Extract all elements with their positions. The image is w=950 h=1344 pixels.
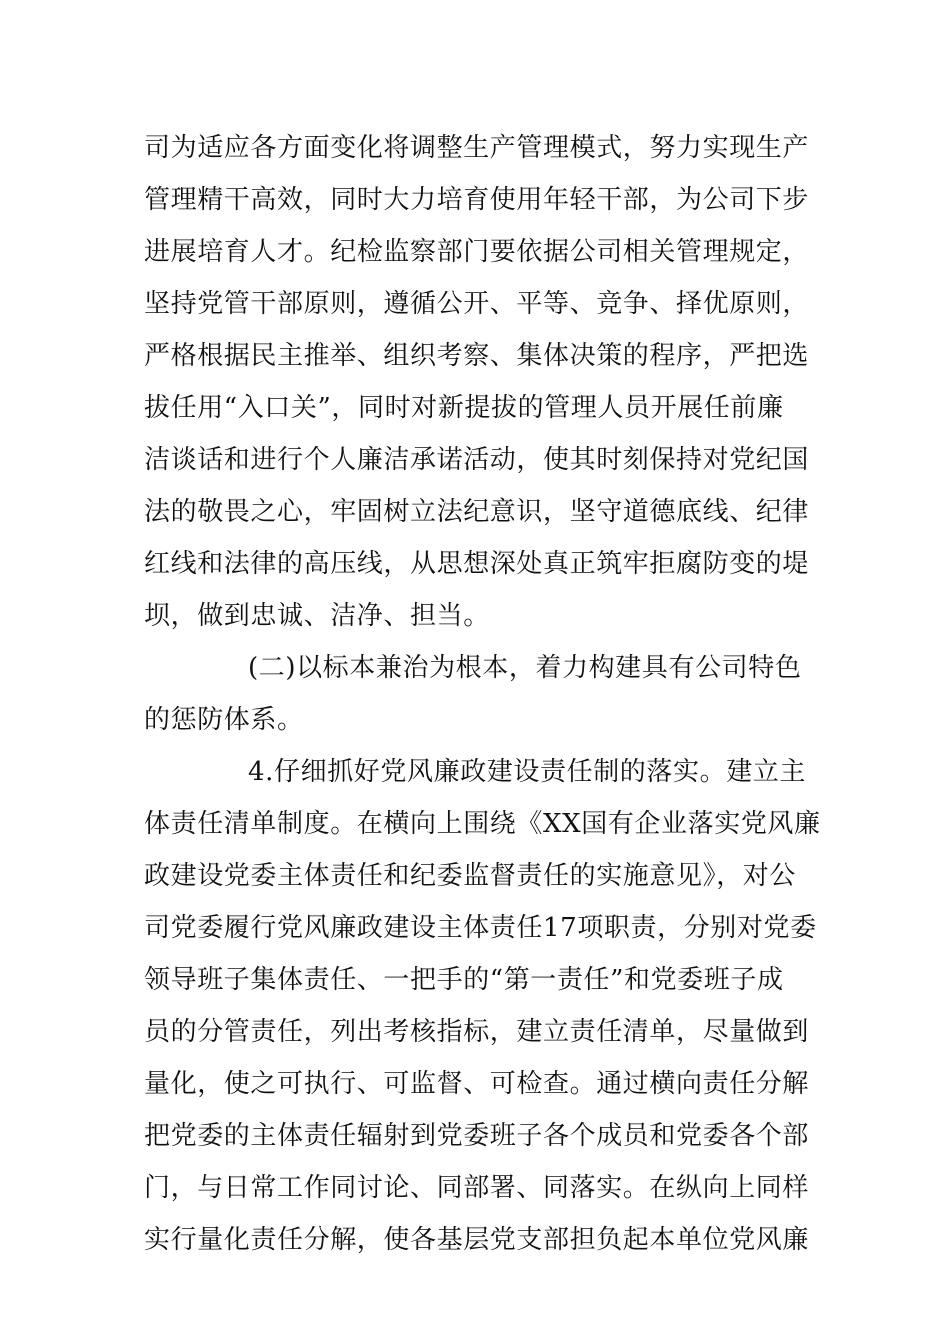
item-heading: 4.仔细抓好党风廉政建设责任制的落实。建立主 <box>248 757 807 787</box>
text-line: 量化，使之可执行、可监督、可检查。通过横向责任分解 <box>144 1069 810 1099</box>
text-line: 红线和法律的高压线，从思想深处真正筑牢拒腐防变的堤 <box>144 549 810 579</box>
text-line: 司为适应各方面变化将调整生产管理模式，努力实现生产 <box>144 133 810 163</box>
text-line: 管理精干高效，同时大力培育使用年轻干部，为公司下步 <box>144 185 810 215</box>
text-line: 门，与日常工作同讨论、同部署、同落实。在纵向上同样 <box>144 1173 810 1203</box>
text-line: 坚持党管干部原则，遵循公开、平等、竞争、择优原则， <box>144 289 810 319</box>
text-line: 法的敬畏之心，牢固树立法纪意识，坚守道德底线、纪律 <box>144 497 810 527</box>
text-line: 严格根据民主推举、组织考察、集体决策的程序，严把选 <box>144 341 810 371</box>
text-line: 政建设党委主体责任和纪委监督责任的实施意见》，对公 <box>144 861 797 891</box>
text-line: 领导班子集体责任、一把手的“第一责任”和党委班子成 <box>144 965 784 995</box>
text-line: 体责任清单制度。在横向上围绕《XX国有企业落实党风廉 <box>144 809 821 839</box>
text-line: 进展培育人才。纪检监察部门要依据公司相关管理规定， <box>144 237 810 267</box>
section-heading: (二)以标本兼治为根本，着力构建具有公司特色 <box>248 653 802 683</box>
text-line: 洁谈话和进行个人廉洁承诺活动，使其时刻保持对党纪国 <box>144 445 810 475</box>
text-line: 实行量化责任分解，使各基层党支部担负起本单位党风廉 <box>144 1225 810 1255</box>
text-line: 司党委履行党风廉政建设主体责任17项职责，分别对党委 <box>144 913 817 943</box>
text-line: 员的分管责任，列出考核指标，建立责任清单，尽量做到 <box>144 1017 810 1047</box>
text-line: 拔任用“入口关”，同时对新提拔的管理人员开展任前廉 <box>144 393 784 423</box>
text-line: 坝，做到忠诚、洁净、担当。 <box>144 601 490 631</box>
text-line: 的惩防体系。 <box>144 705 304 735</box>
text-line: 把党委的主体责任辐射到党委班子各个成员和党委各个部 <box>144 1121 810 1151</box>
